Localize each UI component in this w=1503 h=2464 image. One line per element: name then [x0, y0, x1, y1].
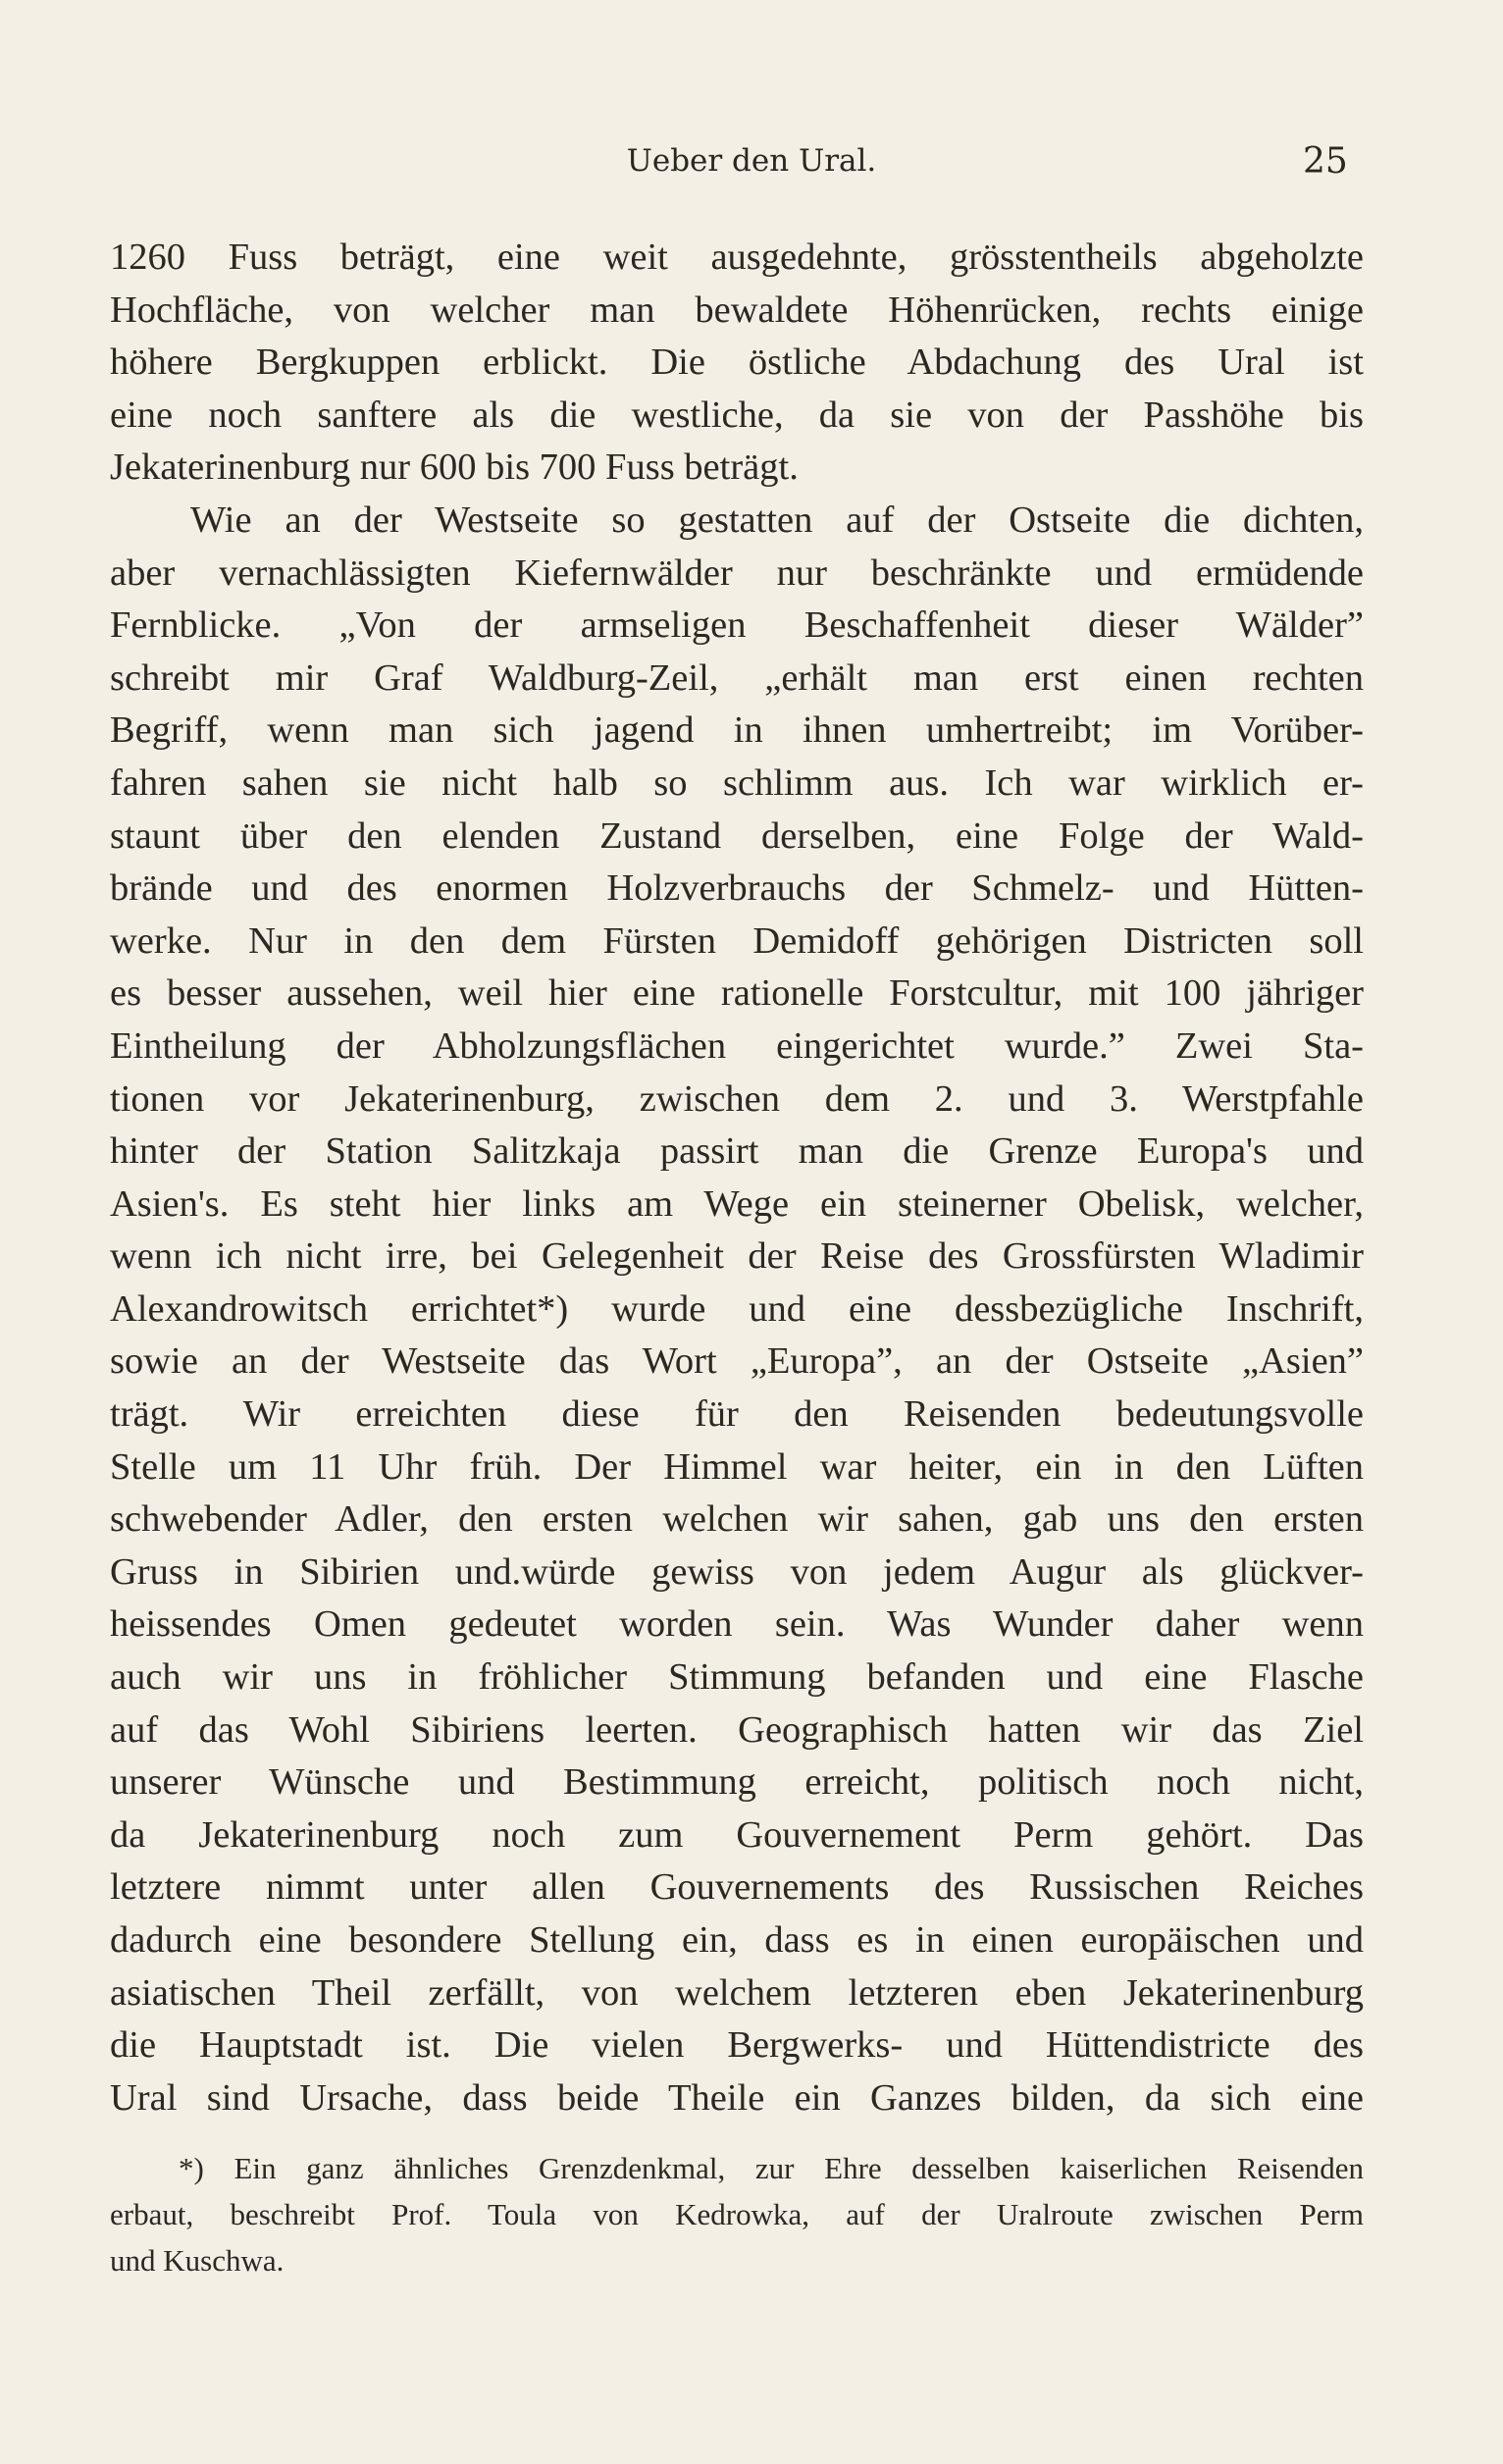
text-line: unserer Wünsche und Bestimmung erreicht, politisch noch nicht,	[110, 1761, 1364, 1804]
text-line: aber vernachlässigten Kiefernwälder nur beschränkte und ermüdende	[110, 551, 1364, 594]
text-line: Fernblicke. „Von der armseligen Beschaffenheit dieser Wälder”	[110, 604, 1364, 647]
text-line: dadurch eine besondere Stellung ein, dass es in einen europäischen und	[110, 1919, 1364, 1961]
text-line: Jekaterinenburg nur 600 bis 700 Fuss beträgt.	[110, 446, 799, 489]
text-line: es besser aussehen, weil hier eine rationelle Forstcultur, mit 100 jähriger	[110, 972, 1364, 1015]
text-line: wenn ich nicht irre, bei Gelegenheit der Reise des Grossfürsten Wladimir	[110, 1235, 1364, 1278]
text-line: fahren sahen sie nicht halb so schlimm aus. Ich war wirklich er-	[110, 761, 1364, 804]
text-line: brände und des enormen Holzverbrauchs der Schmelz- und Hütten-	[110, 867, 1364, 910]
text-line: Begriff, wenn man sich jagend in ihnen umhertreibt; im Vorüber-	[110, 709, 1364, 752]
text-line: Stelle um 11 Uhr früh. Der Himmel war heiter, ein in den Lüften	[110, 1445, 1364, 1488]
text-line: Alexandrowitsch errichtet*) wurde und eine dessbezügliche Inschrift,	[110, 1287, 1364, 1330]
text-line: eine noch sanftere als die westliche, da sie von der Passhöhe bis	[110, 393, 1364, 436]
text-line: schwebender Adler, den ersten welchen wir sahen, gab uns den ersten	[110, 1498, 1364, 1541]
text-line: Wie an der Westseite so gestatten auf der Ostseite die dichten,	[190, 498, 1364, 541]
footnote-line: *) Ein ganz ähnliches Grenzdenkmal, zur Ehre desselben kaiserlichen Reisenden	[179, 2151, 1364, 2185]
text-line: hinter der Station Salitzkaja passirt man die Grenze Europa's und	[110, 1130, 1364, 1173]
footnote	[110, 2145, 1364, 2283]
text-line: auch wir uns in fröhlicher Stimmung befanden und eine Flasche	[110, 1656, 1364, 1699]
text-line: Asien's. Es steht hier links am Wege ein steinerner Obelisk, welcher,	[110, 1182, 1364, 1225]
text-line: Eintheilung der Abholzungsflächen eingerichtet wurde.” Zwei Sta-	[110, 1024, 1364, 1067]
text-line: heissendes Omen gedeutet worden sein. Was Wunder daher wenn	[110, 1603, 1364, 1646]
text-line: die Hauptstadt ist. Die vielen Bergwerks- und Hüttendistricte des	[110, 2024, 1364, 2067]
footnote-line: und Kuschwa.	[110, 2243, 285, 2278]
footnote-line: erbaut, beschreibt Prof. Toula von Kedrowka, auf der Uralroute zwischen Perm	[110, 2197, 1364, 2231]
text-line: Hochfläche, von welcher man bewaldete Höhenrücken, rechts einige	[110, 288, 1364, 331]
text-line: tionen vor Jekaterinenburg, zwischen dem 2. und 3. Werstpfahle	[110, 1077, 1364, 1120]
text-line: da Jekaterinenburg noch zum Gouvernement Perm gehört. Das	[110, 1813, 1364, 1856]
text-line: auf das Wohl Sibiriens leerten. Geographisch hatten wir das Ziel	[110, 1708, 1364, 1751]
body-text	[110, 232, 1364, 2124]
text-line: 1260 Fuss beträgt, eine weit ausgedehnte, grösstentheils abgeholzte	[110, 236, 1364, 278]
text-line: Gruss in Sibirien und.würde gewiss von jedem Augur als glückver-	[110, 1550, 1364, 1593]
running-title: Ueber den Ural.	[626, 143, 877, 179]
text-line: letztere nimmt unter allen Gouvernements des Russischen Reiches	[110, 1866, 1364, 1909]
text-line: höhere Bergkuppen erblickt. Die östliche Abdachung des Ural ist	[110, 341, 1364, 384]
text-line: trägt. Wir erreichten diese für den Reisenden bedeutungsvolle	[110, 1393, 1364, 1436]
text-line: Ural sind Ursache, dass beide Theile ein Ganzes bilden, da sich eine	[110, 2076, 1364, 2119]
text-line: asiatischen Theil zerfällt, von welchem letzteren eben Jekaterinenburg	[110, 1971, 1364, 2014]
text-line: sowie an der Westseite das Wort „Europa”, an der Ostseite „Asien”	[110, 1340, 1364, 1383]
text-line: werke. Nur in den dem Fürsten Demidoff gehörigen Districten soll	[110, 919, 1364, 962]
text-line: schreibt mir Graf Waldburg-Zeil, „erhält man erst einen rechten	[110, 656, 1364, 699]
page-number: 25	[1303, 141, 1348, 182]
text-line: staunt über den elenden Zustand derselben, eine Folge der Wald-	[110, 814, 1364, 857]
